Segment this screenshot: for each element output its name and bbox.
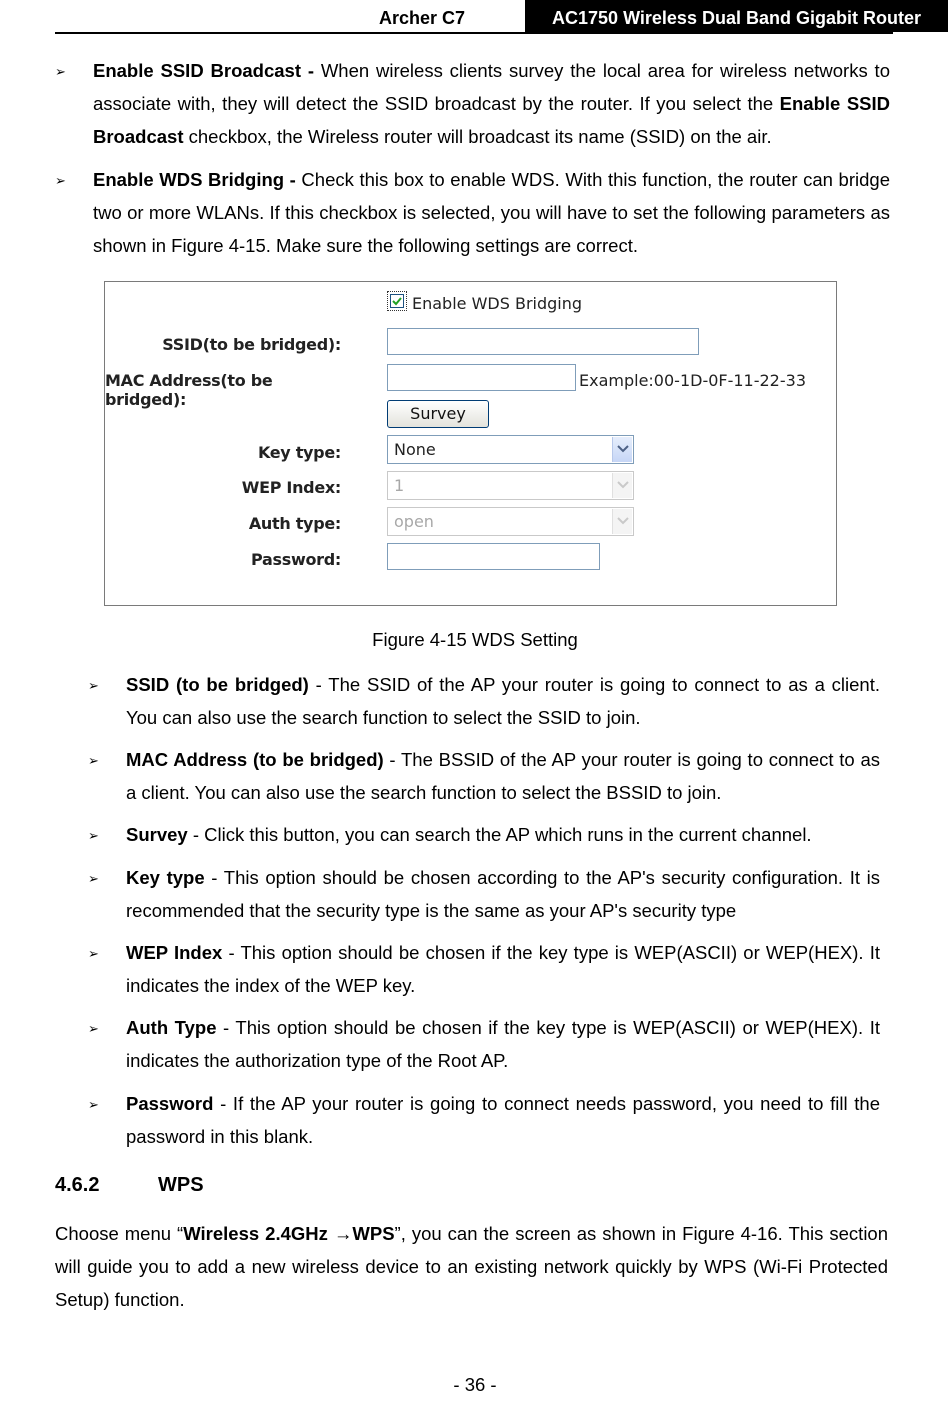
section-text: Choose menu “ [55, 1223, 184, 1244]
bullet-key-type [126, 861, 880, 927]
wep-index-select[interactable] [387, 471, 634, 500]
bullet-text: - This option should be chosen if the key type is WEP(ASCII) or WEP(HEX). It indicates the index of the WEP key. [126, 942, 880, 996]
chevron-down-icon [612, 473, 632, 498]
arrow-right-icon: → [333, 1223, 353, 1244]
bullet-arrow-icon: ➢ [88, 946, 99, 961]
wds-bridging-label: Enable WDS Bridging [412, 294, 583, 313]
password-label: Password: [251, 550, 341, 569]
bullet-term: Auth Type [126, 1017, 217, 1038]
wep-index-label: WEP Index: [241, 478, 341, 497]
page-number: - 36 - [453, 1374, 497, 1395]
submenu-path: WPS [352, 1223, 395, 1244]
mac-example-text: Example:00-1D-0F-11-22-33 [579, 371, 806, 390]
bullet-text: - This option should be chosen if the key type is WEP(ASCII) or WEP(HEX). It indicates the authorization type of the Root AP. [126, 1017, 880, 1071]
wds-bridging-checkbox[interactable] [387, 291, 407, 311]
page-header [55, 0, 921, 34]
bullet-ssid-to-be-bridged [126, 668, 880, 734]
bullet-term: MAC Address (to be bridged) [126, 749, 384, 770]
mac-address-label: MAC Address(to be bridged): [105, 371, 273, 409]
menu-path: Wireless 2.4GHz [183, 1223, 328, 1244]
bullet-arrow-icon: ➢ [88, 1021, 99, 1036]
bullet-enable-ssid-broadcast [93, 54, 890, 153]
bullet-text: - The BSSID of the AP your router is going to connect to as a client. You can also use the search function to select the BSSID to join. [126, 749, 880, 803]
bullet-term: Enable SSID Broadcast - [93, 60, 314, 81]
bullet-text: - The SSID of the AP your router is going to connect to as a client. You can also use the search function to select the SSID to join. [126, 674, 881, 728]
bullet-term-inline: Enable SSID Broadcast [93, 93, 891, 147]
bullet-arrow-icon: ➢ [55, 64, 66, 79]
wep-index-value: 1 [394, 476, 405, 495]
bullet-wep-index [126, 936, 880, 1002]
bullet-arrow-icon: ➢ [88, 753, 99, 768]
header-model: Archer C7 [378, 8, 465, 28]
survey-button[interactable]: Survey [387, 400, 489, 428]
header-product: AC1750 Wireless Dual Band Gigabit Router [525, 0, 948, 32]
bullet-arrow-icon: ➢ [88, 1097, 99, 1112]
bullet-password [126, 1087, 880, 1153]
bullet-term: Survey [126, 824, 188, 845]
bullet-text: When wireless clients survey the local area for wireless networks to associate with, they will detect the SSID broadcast by the router. If you select the [93, 60, 890, 114]
bullet-text: - If the AP your router is going to connect needs password, you need to fill the password in this blank. [126, 1093, 880, 1147]
bullet-arrow-icon: ➢ [88, 871, 99, 886]
bullet-enable-wds-bridging [93, 163, 890, 262]
auth-type-select[interactable] [387, 507, 634, 536]
ssid-input[interactable] [387, 328, 699, 355]
auth-type-label: Auth type: [248, 514, 341, 533]
bullet-term: SSID (to be bridged) [126, 674, 309, 695]
ssid-label: SSID(to be bridged): [162, 335, 341, 354]
bullet-mac-address [126, 743, 880, 809]
wds-settings-figure [104, 281, 837, 606]
figure-caption: Figure 4-15 WDS Setting [372, 629, 578, 650]
key-type-select[interactable] [387, 435, 634, 464]
bullet-arrow-icon: ➢ [88, 678, 99, 693]
mac-address-input[interactable] [387, 364, 576, 391]
bullet-auth-type [126, 1011, 880, 1077]
chevron-down-icon[interactable] [612, 437, 632, 462]
bullet-arrow-icon: ➢ [88, 828, 99, 843]
bullet-text: checkbox, the Wireless router will broadcast its name (SSID) on the air. [183, 126, 772, 147]
section-text: ”, you can the screen as shown in Figure 4-16. This section will guide you to add a new wireless device to an existing network quickly by WPS (Wi-Fi Protected Setup) function. [55, 1223, 889, 1310]
password-input[interactable] [387, 543, 600, 570]
bullet-term: Password [126, 1093, 214, 1114]
auth-type-value: open [394, 512, 434, 531]
section-body [55, 1217, 888, 1316]
checkmark-icon [391, 295, 403, 307]
bullet-term: Enable WDS Bridging - [93, 169, 296, 190]
bullet-survey [126, 818, 880, 851]
bullet-arrow-icon: ➢ [55, 173, 66, 188]
bullet-text: Check this box to enable WDS. With this function, the router can bridge two or more WLANs. If this checkbox is selected, you will have to set the following parameters as shown in Figure 4-15. Make sure the following settings are correct. [93, 169, 890, 256]
key-type-value: None [394, 440, 436, 459]
section-title: WPS [158, 1174, 204, 1196]
bullet-term: Key type [126, 867, 205, 888]
bullet-text: - This option should be chosen according to the AP's security configuration. It is recommended that the security type is the same as your AP's security type [126, 867, 880, 921]
key-type-label: Key type: [257, 443, 341, 462]
bullet-term: WEP Index [126, 942, 223, 963]
chevron-down-icon [612, 509, 632, 534]
bullet-text: - Click this button, you can search the AP which runs in the current channel. [187, 824, 812, 845]
section-number: 4.6.2 [55, 1174, 100, 1196]
